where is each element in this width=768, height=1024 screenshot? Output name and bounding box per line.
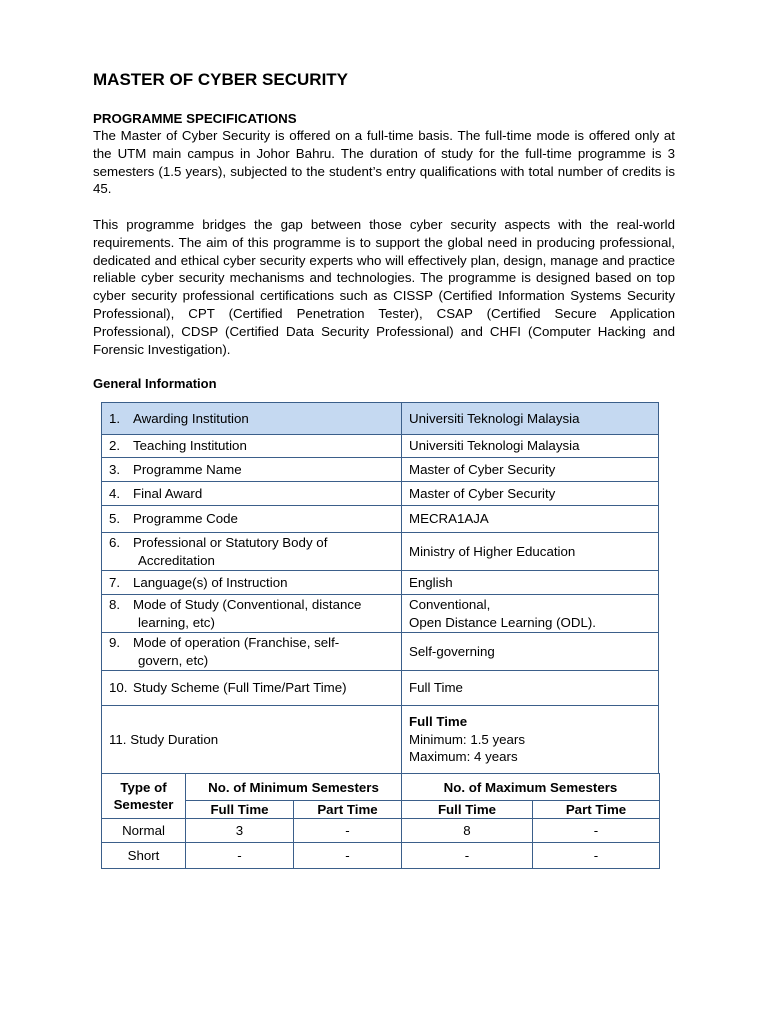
row-label: 1. Awarding Institution xyxy=(102,403,402,435)
max-part-time-header: Part Time xyxy=(533,801,660,819)
row-value: MECRA1AJA xyxy=(402,506,659,533)
max-semesters-header: No. of Maximum Semesters xyxy=(402,774,660,801)
min-part-time-header: Part Time xyxy=(294,801,402,819)
row-value: English xyxy=(402,571,659,595)
table-row xyxy=(102,671,659,706)
min-semesters-header: No. of Minimum Semesters xyxy=(186,774,402,801)
document-title: MASTER OF CYBER SECURITY xyxy=(93,70,349,89)
table-row xyxy=(102,458,659,482)
semester-type: Short xyxy=(102,843,186,869)
row-label: 3. Programme Name xyxy=(102,458,402,482)
table-row xyxy=(102,633,659,671)
intro-paragraph: The Master of Cyber Security is offered on a full-time basis. The full-time mode is offered only at the UTM main campus in Johor Bahru. The duration of study for the full-time programme is 3 semesters (1.5 years), subjected to the student’s entry qualifications with total number of credits is 45. xyxy=(93,128,675,197)
row-label: 7. Language(s) of Instruction xyxy=(102,571,402,595)
section-heading: PROGRAMME SPECIFICATIONS xyxy=(93,111,297,126)
semester-table xyxy=(101,773,660,869)
min-full-time: - xyxy=(186,843,294,869)
min-full-time: 3 xyxy=(186,819,294,843)
table-row xyxy=(102,482,659,506)
description-paragraph: This programme bridges the gap between those cyber security aspects with the real-world requirements. The aim of this programme is to support the global need in producing professional, dedicated and ethical cyber security experts who will effectively plan, design, manage and practice reliable cyber security mechanisms and technologies. The programme is designed based on top cyber security professional certifications such as CISSP (Certified Information Systems Security Professional), CPT (Certified Penetration Tester), CSAP (Certified Secure Application Professional), CDSP (Certified Data Security Professional) and CHFI (Computer Hacking and Forensic Investigation). xyxy=(93,217,675,357)
general-information-heading: General Information xyxy=(93,376,217,391)
table-row xyxy=(102,706,659,774)
table-row xyxy=(102,403,659,435)
semester-subheader-row xyxy=(102,801,660,819)
row-label: 9. Mode of operation (Franchise, self- govern, etc) xyxy=(102,633,402,671)
row-value: Master of Cyber Security xyxy=(402,458,659,482)
row-value: Conventional, Open Distance Learning (ODL). xyxy=(402,595,659,633)
table-row xyxy=(102,571,659,595)
max-full-time: - xyxy=(402,843,533,869)
row-label: 4. Final Award xyxy=(102,482,402,506)
min-part-time: - xyxy=(294,819,402,843)
table-row xyxy=(102,533,659,571)
row-value: Ministry of Higher Education xyxy=(402,533,659,571)
table-row xyxy=(102,595,659,633)
row-value: Full Time Minimum: 1.5 years Maximum: 4 years xyxy=(402,706,659,774)
row-label: 5. Programme Code xyxy=(102,506,402,533)
row-label: 2. Teaching Institution xyxy=(102,435,402,458)
min-part-time: - xyxy=(294,843,402,869)
table-row xyxy=(102,843,660,869)
row-value: Universiti Teknologi Malaysia xyxy=(402,403,659,435)
table-row xyxy=(102,506,659,533)
type-of-semester-header: Type of Semester xyxy=(102,774,186,819)
semester-header-row xyxy=(102,774,660,801)
general-information-table xyxy=(101,402,659,774)
row-value: Universiti Teknologi Malaysia xyxy=(402,435,659,458)
row-value: Master of Cyber Security xyxy=(402,482,659,506)
semester-type: Normal xyxy=(102,819,186,843)
row-label: 6. Professional or Statutory Body of Accreditation xyxy=(102,533,402,571)
max-full-time: 8 xyxy=(402,819,533,843)
row-label: 8. Mode of Study (Conventional, distance learning, etc) xyxy=(102,595,402,633)
max-part-time: - xyxy=(533,843,660,869)
table-row xyxy=(102,435,659,458)
table-row xyxy=(102,819,660,843)
max-full-time-header: Full Time xyxy=(402,801,533,819)
row-label: 10. Study Scheme (Full Time/Part Time) xyxy=(102,671,402,706)
row-label: 11. Study Duration xyxy=(102,706,402,774)
row-value: Self-governing xyxy=(402,633,659,671)
max-part-time: - xyxy=(533,819,660,843)
row-value: Full Time xyxy=(402,671,659,706)
min-full-time-header: Full Time xyxy=(186,801,294,819)
